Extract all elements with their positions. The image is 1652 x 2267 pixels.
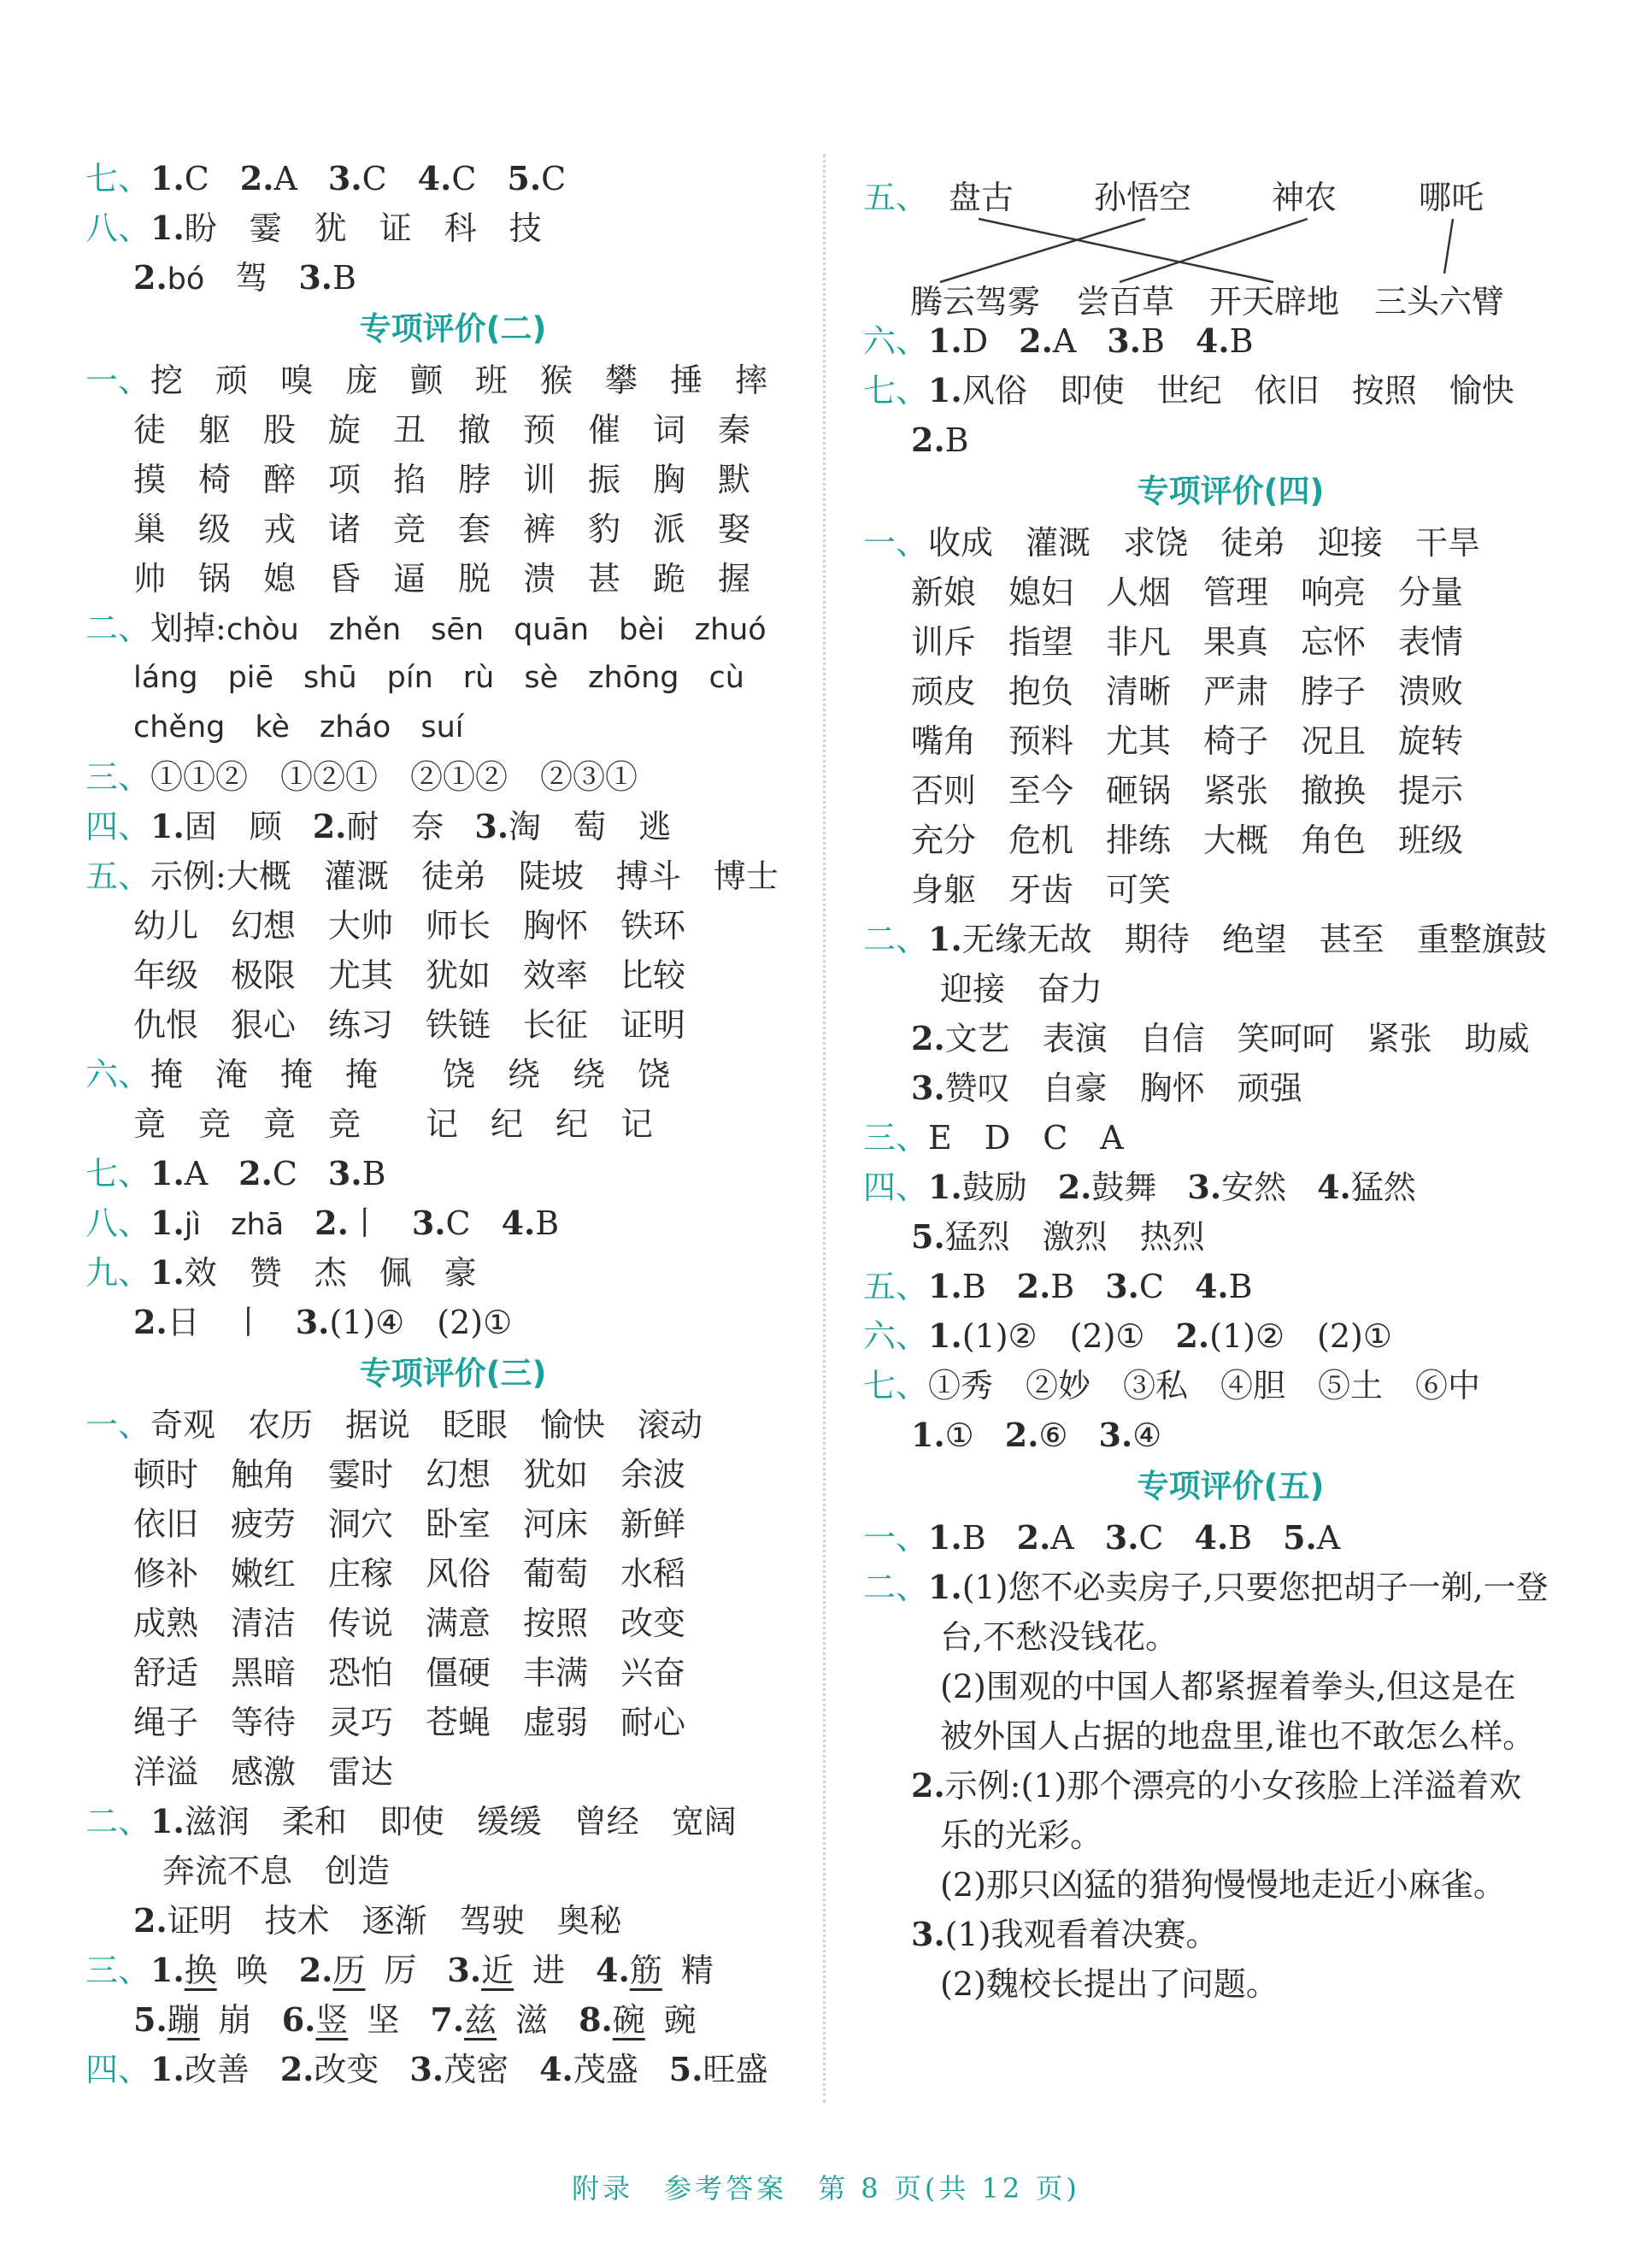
answer-text: 滋 bbox=[515, 2001, 549, 2039]
answer-text: 坚 bbox=[367, 2001, 400, 2039]
section-marker: 二、 bbox=[863, 921, 929, 958]
answer-text: ① bbox=[944, 1416, 974, 1454]
answer-text: 猛烈 激烈 热烈 bbox=[944, 1218, 1205, 1256]
answer-line bbox=[863, 1113, 1598, 1163]
item-number: 8. bbox=[579, 2000, 613, 2039]
item-number: 1. bbox=[928, 920, 962, 958]
answer-text: (1)您不必卖房子,只要您把胡子一剃,一登 bbox=[961, 1569, 1549, 1606]
answer-text: 固 顾 bbox=[184, 808, 282, 845]
item-number: 3. bbox=[327, 159, 362, 197]
answer-line bbox=[863, 1063, 1598, 1113]
item-number: 2. bbox=[279, 2050, 315, 2088]
answer-text: B bbox=[944, 421, 969, 459]
answer-line bbox=[863, 1014, 1598, 1063]
section-heading: 专项评价(四) bbox=[1137, 473, 1325, 509]
answer-line bbox=[85, 752, 820, 802]
answer-text: A bbox=[1052, 322, 1077, 360]
answer-line bbox=[85, 851, 820, 901]
item-number: 2. bbox=[133, 258, 168, 297]
match-bottom-item: 腾云驾雾 bbox=[910, 283, 1041, 321]
answer-line: 绳子 等待 灵巧 苍蝇 虚弱 耐心 bbox=[133, 1704, 686, 1741]
item-number: 7. bbox=[430, 2000, 465, 2039]
answer-text: 大概 灌溉 徒弟 陡坡 搏斗 博士 bbox=[226, 857, 779, 895]
answer-text: 无缘无故 期待 绝望 甚至 重整旗鼓 bbox=[961, 921, 1547, 958]
item-number: 4. bbox=[417, 159, 452, 197]
answer-text: (1)我观看着决赛。 bbox=[944, 1916, 1219, 1953]
match-line bbox=[940, 219, 1145, 282]
answer-line: 顿时 触角 霎时 幻想 犹如 余波 bbox=[133, 1456, 686, 1493]
item-number: 2. bbox=[1019, 321, 1053, 360]
item-number: 6. bbox=[281, 2000, 316, 2039]
answer-line: 仇恨 狠心 练习 铁链 长征 证明 bbox=[133, 1006, 686, 1044]
answer-line: chěng kè zháo suí bbox=[133, 710, 464, 745]
answer-text: C bbox=[184, 160, 209, 197]
answer-line bbox=[863, 1361, 1598, 1410]
item-number: 2. bbox=[238, 1154, 273, 1192]
answer-line bbox=[85, 604, 820, 653]
answer-line bbox=[85, 1995, 820, 2045]
item-number: 1. bbox=[928, 321, 962, 360]
answer-text: 滋润 柔和 即使 缓缓 曾经 宽阔 bbox=[184, 1803, 737, 1840]
item-number: 3. bbox=[298, 258, 332, 297]
answer-text: 猛然 bbox=[1350, 1169, 1416, 1206]
answer-line bbox=[85, 2045, 820, 2094]
answer-text: 奇观 农历 据说 眨眼 愉快 滚动 bbox=[150, 1406, 703, 1444]
match-top-item: 孙悟空 bbox=[1094, 179, 1192, 216]
answer-text: A bbox=[1050, 1519, 1074, 1557]
answer-text: A bbox=[273, 160, 297, 197]
item-number: 1. bbox=[150, 159, 185, 197]
answer-line bbox=[85, 1946, 820, 1995]
answer-line bbox=[863, 1910, 1598, 1959]
section-marker: 八、 bbox=[85, 209, 151, 247]
section-marker: 一、 bbox=[85, 1406, 151, 1444]
match-line bbox=[979, 219, 1273, 282]
answer-line: 顽皮 抱负 清晰 严肃 脖子 溃败 bbox=[911, 673, 1464, 710]
answer-text: 茂盛 bbox=[573, 2051, 638, 2088]
answer-text: C bbox=[541, 160, 567, 197]
answer-line: 嘴角 预料 尤其 椅子 况且 旋转 bbox=[911, 722, 1464, 760]
answer-line bbox=[863, 518, 1598, 568]
answer-line: láng piē shū pín rù sè zhōng cù bbox=[133, 661, 744, 695]
section-marker: 六、 bbox=[863, 322, 929, 360]
answer-line: 训斥 指望 非凡 果真 忘怀 表情 bbox=[911, 623, 1464, 661]
section-marker: 七、 bbox=[85, 1155, 151, 1192]
item-number: 1. bbox=[150, 1253, 185, 1292]
answer-line: (2)魏校长提出了问题。 bbox=[940, 1965, 1279, 2003]
answer-line bbox=[863, 1262, 1598, 1311]
answer-text: 安然 bbox=[1221, 1169, 1287, 1206]
item-number: 2. bbox=[1016, 1518, 1051, 1557]
item-number: 1. bbox=[911, 1416, 945, 1454]
item-number: 3. bbox=[1107, 321, 1141, 360]
match-bottom-item: 三头六臂 bbox=[1374, 283, 1505, 321]
answer-line bbox=[85, 1198, 820, 1248]
answer-text: B bbox=[961, 1268, 986, 1305]
answer-line bbox=[85, 203, 820, 253]
section-marker: 七、 bbox=[863, 1367, 929, 1404]
answer-line: 竟 竞 竟 竞 记 纪 纪 记 bbox=[133, 1105, 654, 1143]
item-number: 3. bbox=[447, 1951, 482, 1989]
answer-line bbox=[863, 1311, 1598, 1361]
answer-line bbox=[863, 1163, 1598, 1212]
item-number: 2. bbox=[911, 1019, 945, 1057]
item-number: 5. bbox=[668, 2050, 703, 2088]
answer-text: B bbox=[535, 1204, 560, 1242]
match-top-item: 神农 bbox=[1272, 179, 1337, 216]
section-heading: 专项评价(五) bbox=[1137, 1468, 1325, 1504]
answer-text: 精 bbox=[680, 1952, 714, 1989]
answer-text: 驾 bbox=[235, 259, 268, 297]
section-marker: 二、 bbox=[863, 1569, 929, 1606]
answer-text: 蹦 bbox=[167, 2001, 200, 2039]
answer-text: 挖 顽 嗅 庞 颤 班 猴 攀 捶 摔 bbox=[150, 362, 768, 399]
answer-text: ①①② ①②① ②①② ②③① bbox=[150, 758, 638, 796]
answer-line bbox=[863, 415, 1598, 465]
matching-exercise bbox=[863, 154, 1598, 321]
answer-line bbox=[85, 1050, 820, 1099]
answer-line bbox=[85, 802, 820, 851]
answer-line bbox=[85, 253, 820, 303]
answer-line bbox=[85, 154, 820, 203]
match-line bbox=[1120, 219, 1308, 282]
answer-line: 迎接 奋力 bbox=[940, 970, 1103, 1008]
section-marker: 一、 bbox=[863, 1519, 929, 1557]
answer-text: B bbox=[1228, 1268, 1253, 1305]
answer-text: ①秀 ②妙 ③私 ④胆 ⑤土 ⑥中 bbox=[928, 1367, 1481, 1404]
answer-text: 盼 霎 犹 证 科 技 bbox=[184, 209, 542, 247]
answer-text: 证明 技术 逐渐 驾驶 奥秘 bbox=[167, 1902, 622, 1940]
item-number: 4. bbox=[539, 2050, 573, 2088]
answer-text: 唤 bbox=[235, 1952, 268, 1989]
item-number: 2. bbox=[239, 159, 274, 197]
item-number: 3. bbox=[327, 1154, 362, 1192]
item-number: 2. bbox=[1004, 1416, 1039, 1454]
answer-text: bó bbox=[167, 262, 205, 297]
item-number: 1. bbox=[150, 1154, 185, 1192]
match-lines bbox=[863, 154, 1598, 316]
section-marker: 三、 bbox=[863, 1119, 929, 1157]
item-number: 4. bbox=[1195, 321, 1230, 360]
answer-line bbox=[85, 1896, 820, 1946]
answer-line bbox=[863, 1212, 1598, 1262]
answer-text: 兹 bbox=[464, 2001, 497, 2039]
section-marker: 二、 bbox=[85, 609, 151, 647]
item-number: 3. bbox=[411, 1204, 446, 1242]
answer-line bbox=[863, 1410, 1598, 1460]
answer-line: 依旧 疲劳 洞穴 卧室 河床 新鲜 bbox=[133, 1505, 686, 1543]
answer-line: 摸 椅 醉 项 掐 脖 训 振 胸 默 bbox=[133, 461, 751, 498]
match-bottom-item: 尝百草 bbox=[1077, 283, 1175, 321]
item-number: 3. bbox=[911, 1915, 945, 1953]
section-marker: 五、 bbox=[863, 179, 929, 216]
item-number: 2. bbox=[1057, 1168, 1092, 1206]
answer-text: 划掉: bbox=[150, 609, 226, 647]
answer-text: 改善 bbox=[184, 2051, 250, 2088]
answer-line bbox=[863, 366, 1598, 415]
answer-line: 新娘 媳妇 人烟 管理 响亮 分量 bbox=[911, 574, 1464, 611]
answer-line bbox=[863, 915, 1598, 964]
answer-text: C bbox=[362, 160, 387, 197]
page-footer: 附录 参考答案 第 8 页(共 12 页) bbox=[572, 2172, 1080, 2205]
answer-line: 巢 级 戎 诸 竞 套 裤 豹 派 娶 bbox=[133, 510, 751, 548]
section-marker: 八、 bbox=[85, 1204, 151, 1242]
match-line bbox=[1444, 219, 1453, 274]
answer-text: A bbox=[184, 1155, 209, 1192]
column-divider bbox=[823, 154, 826, 2103]
item-number: 3. bbox=[295, 1303, 330, 1341]
answer-text: 进 bbox=[532, 1952, 566, 1989]
answer-line bbox=[863, 1513, 1598, 1563]
answer-text: C bbox=[1138, 1519, 1164, 1557]
item-number: 2. bbox=[911, 421, 945, 459]
match-top-item: 盘古 bbox=[949, 179, 1014, 216]
answer-text: 收成 灌溉 求饶 徒弟 迎接 干旱 bbox=[928, 524, 1481, 562]
match-bottom-item: 开天辟地 bbox=[1209, 283, 1340, 321]
item-number: 4. bbox=[501, 1204, 536, 1242]
item-number: 3. bbox=[409, 2050, 444, 2088]
item-number: 1. bbox=[928, 1316, 962, 1355]
answer-text: C bbox=[445, 1204, 471, 1242]
answer-text: 鼓励 bbox=[961, 1169, 1027, 1206]
right-column bbox=[863, 154, 1598, 2009]
section-marker: 四、 bbox=[85, 808, 151, 845]
answer-text: 鼓舞 bbox=[1091, 1169, 1157, 1206]
answer-line: 洋溢 感激 雷达 bbox=[133, 1753, 394, 1791]
answer-line: 成熟 清洁 传说 满意 按照 改变 bbox=[133, 1605, 686, 1642]
answer-text: (1)② (2)① bbox=[961, 1317, 1145, 1355]
item-number: 3. bbox=[1098, 1416, 1133, 1454]
answer-text: 风俗 即使 世纪 依旧 按照 愉快 bbox=[961, 372, 1514, 409]
section-marker: 三、 bbox=[85, 1952, 151, 1989]
answer-text: ⑥ bbox=[1038, 1416, 1068, 1454]
answer-text: B bbox=[362, 1155, 386, 1192]
item-number: 2. bbox=[1175, 1316, 1210, 1355]
answer-text: 文艺 表演 自信 笑呵呵 紧张 助威 bbox=[944, 1020, 1530, 1057]
answer-text: 换 bbox=[184, 1952, 217, 1989]
answer-text: 厉 bbox=[384, 1952, 417, 1989]
section-marker: 五、 bbox=[85, 857, 151, 895]
item-number: 4. bbox=[1317, 1168, 1351, 1206]
section-heading: 专项评价(三) bbox=[359, 1355, 547, 1392]
answer-text: 示例: bbox=[150, 857, 226, 895]
item-number: 5. bbox=[507, 159, 542, 197]
item-number: 3. bbox=[474, 807, 509, 845]
item-number: 2. bbox=[911, 1766, 945, 1805]
answer-line: (2)围观的中国人都紧握着拳头,但这是在 bbox=[940, 1668, 1516, 1705]
answer-text: A bbox=[1316, 1519, 1341, 1557]
answer-text: 茂密 bbox=[444, 2051, 509, 2088]
item-number: 2. bbox=[133, 1901, 168, 1940]
item-number: 1. bbox=[150, 1204, 185, 1242]
answer-text: 竖 bbox=[315, 2001, 349, 2039]
item-number: 4. bbox=[596, 1951, 630, 1989]
answer-line: 否则 至今 砸锅 紧张 撤换 提示 bbox=[911, 772, 1464, 810]
section-marker: 六、 bbox=[85, 1056, 151, 1093]
answer-text: 掩 淹 掩 掩 饶 绕 绕 饶 bbox=[150, 1056, 671, 1093]
section-marker: 七、 bbox=[863, 372, 929, 409]
answer-text: 崩 bbox=[218, 2001, 251, 2039]
answer-text: 示例:(1)那个漂亮的小女孩脸上洋溢着欢 bbox=[944, 1767, 1522, 1805]
item-number: 3. bbox=[911, 1069, 945, 1107]
section-marker: 一、 bbox=[863, 524, 929, 562]
answer-text: 赞叹 自豪 胸怀 顽强 bbox=[944, 1069, 1302, 1107]
section-marker: 四、 bbox=[863, 1169, 929, 1206]
item-number: 5. bbox=[1283, 1518, 1317, 1557]
answer-text: (1)④ (2)① bbox=[329, 1304, 513, 1341]
answer-text: B bbox=[1050, 1268, 1075, 1305]
item-number: 1. bbox=[150, 807, 185, 845]
answer-text: 效 赞 杰 佩 豪 bbox=[184, 1254, 477, 1292]
item-number: 2. bbox=[1016, 1267, 1051, 1305]
answer-line bbox=[85, 1400, 820, 1450]
item-number: 3. bbox=[1187, 1168, 1222, 1206]
answer-text: (1)② (2)① bbox=[1209, 1317, 1392, 1355]
section-marker: 九、 bbox=[85, 1254, 151, 1292]
item-number: 2. bbox=[133, 1303, 168, 1341]
answer-text: B bbox=[1140, 322, 1165, 360]
answer-line bbox=[863, 1563, 1598, 1612]
answer-text: 淘 萄 逃 bbox=[509, 808, 672, 845]
item-number: 1. bbox=[150, 209, 185, 247]
answer-text: 碗 bbox=[612, 2001, 645, 2039]
answer-text: ④ bbox=[1132, 1416, 1162, 1454]
answer-text: 豌 bbox=[663, 2001, 697, 2039]
item-number: 2. bbox=[312, 807, 347, 845]
item-number: 1. bbox=[150, 2050, 185, 2088]
answer-line: 奔流不息 创造 bbox=[162, 1852, 391, 1890]
item-number: 4. bbox=[1194, 1518, 1229, 1557]
item-number: 1. bbox=[150, 1951, 185, 1989]
item-number: 1. bbox=[928, 1518, 962, 1557]
left-column bbox=[85, 154, 820, 2094]
item-number: 1. bbox=[928, 371, 962, 409]
answer-text: jì zhā bbox=[184, 1208, 285, 1242]
answer-text: C bbox=[272, 1155, 297, 1192]
answer-text: C bbox=[1138, 1268, 1164, 1305]
section-marker: 七、 bbox=[85, 160, 151, 197]
answer-text: B bbox=[961, 1519, 986, 1557]
answer-text: 旺盛 bbox=[703, 2051, 768, 2088]
answer-line: 修补 嫩红 庄稼 风俗 葡萄 水稻 bbox=[133, 1555, 686, 1593]
answer-line: (2)那只凶猛的猎狗慢慢地走近小麻雀。 bbox=[940, 1866, 1506, 1904]
item-number: 2. bbox=[315, 1204, 349, 1242]
item-number: 3. bbox=[1104, 1518, 1139, 1557]
section-marker: 四、 bbox=[85, 2051, 151, 2088]
item-number: 5. bbox=[133, 2000, 168, 2039]
answer-line: 帅 锅 媳 昏 逼 脱 溃 甚 跪 握 bbox=[133, 560, 751, 598]
section-marker: 五、 bbox=[863, 1268, 929, 1305]
answer-line bbox=[85, 1797, 820, 1846]
answer-line bbox=[85, 356, 820, 405]
answer-text: E D C A bbox=[928, 1119, 1124, 1157]
answer-line bbox=[85, 1298, 820, 1347]
answer-text: B bbox=[332, 259, 356, 297]
answer-text: 近 bbox=[481, 1952, 514, 1989]
section-marker: 三、 bbox=[85, 758, 151, 796]
answer-text: B bbox=[1228, 1519, 1253, 1557]
answer-line bbox=[863, 316, 1598, 366]
item-number: 1. bbox=[928, 1168, 962, 1206]
answer-line: 年级 极限 尤其 犹如 效率 比较 bbox=[133, 957, 686, 994]
answer-text: chòu zhěn sēn quān bèi zhuó bbox=[226, 613, 767, 647]
item-number: 2. bbox=[298, 1951, 333, 1989]
answer-line: 幼儿 幻想 大帅 师长 胸怀 铁环 bbox=[133, 907, 686, 945]
answer-line: 舒适 黑暗 恐怕 僵硬 丰满 兴奋 bbox=[133, 1654, 686, 1692]
section-heading: 专项评价(二) bbox=[359, 310, 547, 347]
match-top-item: 哪吒 bbox=[1419, 179, 1484, 216]
answer-text: 历 bbox=[332, 1952, 366, 1989]
answer-text: 耐 奈 bbox=[346, 808, 444, 845]
item-number: 5. bbox=[911, 1217, 945, 1256]
answer-line: 身躯 牙齿 可笑 bbox=[911, 871, 1172, 909]
answer-line bbox=[85, 1248, 820, 1298]
answer-line: 台,不愁没钱花。 bbox=[940, 1618, 1179, 1656]
answer-line: 徒 躯 股 旋 丑 撤 预 催 词 秦 bbox=[133, 411, 751, 449]
item-number: 1. bbox=[928, 1568, 962, 1606]
answer-text: 丨 bbox=[348, 1204, 381, 1242]
answer-text: 筋 bbox=[629, 1952, 662, 1989]
answer-text: 改变 bbox=[314, 2051, 379, 2088]
item-number: 3. bbox=[1105, 1267, 1139, 1305]
section-marker: 二、 bbox=[85, 1803, 151, 1840]
item-number: 1. bbox=[928, 1267, 962, 1305]
section-marker: 六、 bbox=[863, 1317, 929, 1355]
answer-line: 被外国人占据的地盘里,谁也不敢怎么样。 bbox=[940, 1717, 1536, 1755]
answer-text: D bbox=[961, 322, 989, 360]
answer-text: 日 丨 bbox=[167, 1304, 265, 1341]
answer-text: C bbox=[451, 160, 477, 197]
answer-line bbox=[85, 1149, 820, 1198]
item-number: 4. bbox=[1194, 1267, 1229, 1305]
section-marker: 一、 bbox=[85, 362, 151, 399]
answer-text: B bbox=[1229, 322, 1254, 360]
answer-line bbox=[863, 1761, 1598, 1811]
item-number: 1. bbox=[150, 1802, 185, 1840]
answer-line: 乐的光彩。 bbox=[940, 1817, 1103, 1854]
answer-line: 充分 危机 排练 大概 角色 班级 bbox=[911, 821, 1464, 859]
